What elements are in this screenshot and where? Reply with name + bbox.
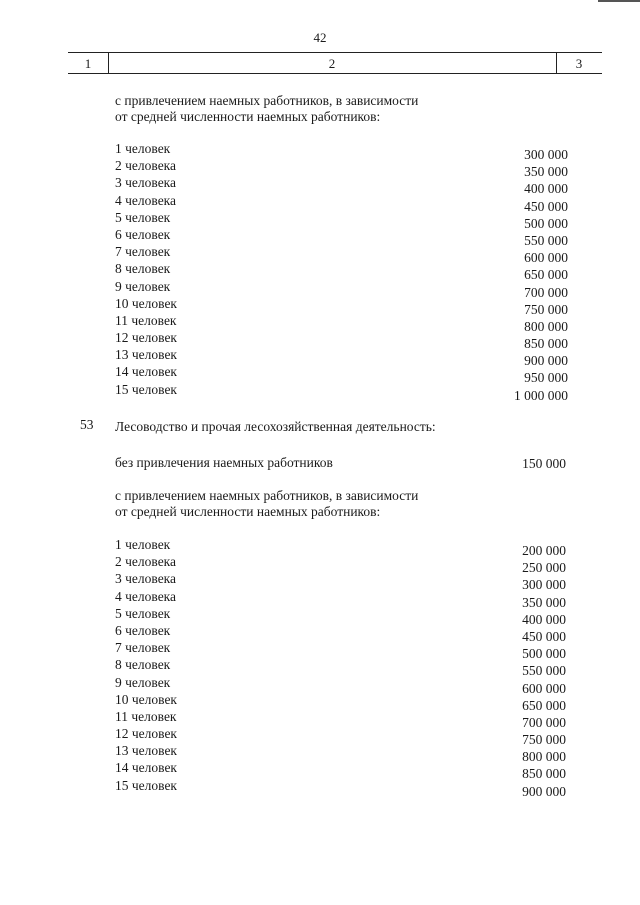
rate-row [0, 760, 640, 782]
rate-row [0, 381, 640, 403]
income-amount: 350 000 [522, 594, 566, 610]
no-hire-value: 150 000 [522, 456, 566, 471]
employee-count-label: 10 человек [115, 691, 177, 707]
rate-row [0, 708, 640, 730]
employee-count-label: 12 человек [115, 726, 177, 742]
rate-row [0, 347, 640, 369]
income-amount: 850 000 [524, 336, 568, 352]
rate-row [0, 244, 640, 266]
employee-count-label: 2 человека [115, 158, 177, 174]
rate-row [0, 278, 640, 300]
income-amount: 600 000 [522, 680, 566, 696]
income-amount: 300 000 [524, 147, 568, 162]
no-hire-label: без привлечения наемных работников [115, 455, 333, 470]
income-amount: 650 000 [522, 697, 566, 713]
scan-corner-mark [598, 0, 640, 2]
income-amount: 650 000 [524, 267, 568, 283]
income-amount: 550 000 [524, 232, 568, 248]
column-header-3: 3 [575, 56, 583, 71]
income-amount: 450 000 [522, 628, 566, 644]
income-amount: 450 000 [524, 198, 568, 214]
section-title: Лесоводство и прочая лесохозяйственная деятельность: [115, 419, 436, 434]
employee-count-label: 13 человек [115, 743, 177, 759]
employee-count-label: 9 человек [115, 674, 171, 690]
income-amount: 800 000 [524, 318, 568, 334]
rate-row [0, 657, 640, 679]
section1-intro-line1: с привлечением наемных работников, в зависимости [115, 93, 419, 108]
section1-rate-list [0, 141, 640, 403]
section1-intro-line2: от средней численности наемных работников: [115, 109, 381, 124]
employee-count-label: 8 человек [115, 261, 171, 277]
employee-count-label: 6 человек [115, 622, 171, 638]
income-amount: 950 000 [524, 370, 568, 386]
rate-row [0, 691, 640, 713]
section-code: 53 [80, 417, 94, 432]
employee-count-label: 11 человек [115, 312, 177, 328]
rate-row [0, 330, 640, 352]
rate-row [0, 622, 640, 644]
rate-row [0, 175, 640, 197]
employee-count-label: 15 человек [115, 381, 177, 397]
rate-row [0, 554, 640, 576]
income-amount: 400 000 [522, 611, 566, 627]
rate-row [0, 588, 640, 610]
rate-row [0, 605, 640, 627]
income-amount: 500 000 [522, 646, 566, 662]
rate-row [0, 726, 640, 748]
section2-intro-line2: от средней численности наемных работников: [115, 504, 381, 519]
rate-row [0, 158, 640, 180]
employee-count-label: 5 человек [115, 605, 171, 621]
employee-count-label: 12 человек [115, 330, 177, 346]
employee-count-label: 1 человек [115, 537, 171, 552]
employee-count-label: 14 человек [115, 760, 177, 776]
employee-count-label: 9 человек [115, 278, 171, 294]
income-amount: 900 000 [522, 783, 566, 799]
section1-intro [115, 93, 515, 125]
rate-row [0, 261, 640, 283]
column-header-1: 1 [84, 56, 92, 71]
income-amount: 750 000 [522, 732, 566, 748]
employee-count-label: 14 человек [115, 364, 177, 380]
rate-row [0, 209, 640, 231]
employee-count-label: 7 человек [115, 640, 171, 656]
rate-row [0, 743, 640, 765]
rate-row [0, 312, 640, 334]
employee-count-label: 1 человек [115, 141, 171, 156]
employee-count-label: 10 человек [115, 295, 177, 311]
income-amount: 1 000 000 [514, 387, 568, 403]
employee-count-label: 8 человек [115, 657, 171, 673]
section2-intro [115, 488, 515, 520]
income-amount: 400 000 [524, 181, 568, 197]
rate-row [0, 640, 640, 662]
rate-row [0, 537, 640, 558]
income-amount: 500 000 [524, 215, 568, 231]
employee-count-label: 7 человек [115, 244, 171, 260]
section2-rate-list [0, 537, 640, 799]
rate-row [0, 295, 640, 317]
rate-row [0, 141, 640, 162]
rate-row [0, 777, 640, 799]
income-amount: 600 000 [524, 250, 568, 266]
employee-count-label: 4 человека [115, 192, 177, 208]
income-amount: 850 000 [522, 766, 566, 782]
employee-count-label: 5 человек [115, 209, 171, 225]
employee-count-label: 11 человек [115, 708, 177, 724]
column-header-2: 2 [328, 56, 336, 71]
income-amount: 300 000 [522, 577, 566, 593]
employee-count-label: 2 человека [115, 554, 177, 570]
employee-count-label: 3 человека [115, 175, 177, 191]
income-amount: 250 000 [522, 560, 566, 576]
income-amount: 700 000 [524, 284, 568, 300]
rate-row [0, 571, 640, 593]
section2-intro-line1: с привлечением наемных работников, в зависимости [115, 488, 419, 503]
income-amount: 750 000 [524, 301, 568, 317]
employee-count-label: 15 человек [115, 777, 177, 793]
income-amount: 800 000 [522, 749, 566, 765]
income-amount: 200 000 [522, 543, 566, 558]
page-number: 42 [313, 30, 327, 45]
employee-count-label: 6 человек [115, 226, 171, 242]
income-amount: 700 000 [522, 714, 566, 730]
rate-row [0, 192, 640, 214]
rate-row [0, 364, 640, 386]
income-amount: 350 000 [524, 164, 568, 180]
rate-row [0, 674, 640, 696]
employee-count-label: 13 человек [115, 347, 177, 363]
column-header-row [68, 52, 602, 74]
income-amount: 550 000 [522, 663, 566, 679]
employee-count-label: 4 человека [115, 588, 177, 604]
employee-count-label: 3 человека [115, 571, 177, 587]
rate-row [0, 226, 640, 248]
income-amount: 900 000 [524, 353, 568, 369]
